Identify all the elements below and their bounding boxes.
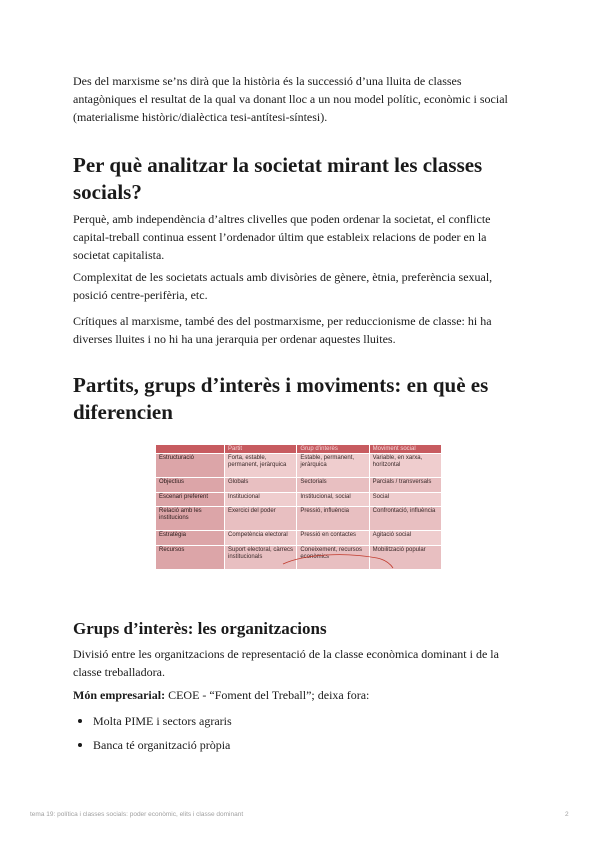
table-row-label: Estratègia — [156, 531, 225, 545]
footer-page-number: 2 — [565, 811, 569, 818]
table-cell: Sectorials — [297, 478, 369, 492]
table-cell: Competència electoral — [225, 531, 297, 545]
business-world-text: CEOE - “Foment del Treball”; deixa fora: — [165, 688, 370, 702]
table-header-cell: Grup d'interès — [297, 445, 369, 454]
table-cell: Pressió en contactes — [297, 531, 369, 545]
paragraph-critiques: Crítiques al marxisme, també des del postmarxisme, per reduccionisme de classe: hi ha diverses lluites i no hi ha una jerarquia per ordenar aquestes lluites. — [73, 314, 492, 346]
intro-paragraph: Des del marxisme se’ns dirà que la història és la successió d’una lluita de classes antagòniques el resultat de la qual va donant lloc a un nou model polític, econòmic i social (materialisme històric/dialèctica tesi-antítesi-síntesi). — [73, 74, 508, 124]
table-header-row — [156, 445, 442, 454]
table-header-cell: Moviment social — [369, 445, 441, 454]
table-cell: Institucional — [225, 492, 297, 506]
paragraph-business-world — [73, 686, 513, 704]
table-cell: Confrontació, influència — [369, 506, 441, 530]
table-cell: Parcials / transversals — [369, 478, 441, 492]
list-item-text: Molta PIME i sectors agraris — [93, 714, 232, 728]
footer-title: tema 19: política i classes socials: poder econòmic, elits i classe dominant — [30, 811, 244, 818]
table-row — [156, 454, 442, 478]
list-item — [73, 736, 232, 754]
table-row-label: Escenari preferent — [156, 492, 225, 506]
section-heading-interest-groups: Grups d’interès: les organitzacions — [73, 619, 327, 638]
table-cell: Agitació social — [369, 531, 441, 545]
table-header-cell — [156, 445, 225, 454]
table-cell: Variable, en xarxa, horitzontal — [369, 454, 441, 478]
table-row-label: Objectius — [156, 478, 225, 492]
list-item — [73, 712, 232, 730]
comparison-table — [155, 444, 442, 570]
table-cell: Institucional, social — [297, 492, 369, 506]
paragraph-division: Divisió entre les organitzacions de representació de la classe econòmica dominant i de la classe treballadora. — [73, 647, 499, 679]
table-cell: Suport electoral, càrrecs institucionals — [225, 545, 297, 569]
table-row — [156, 531, 442, 545]
section-heading-social-classes: Per què analitzar la societat mirant les classes socials? — [73, 153, 483, 204]
bullet-list — [73, 712, 232, 754]
business-world-label: Món empresarial: — [73, 688, 166, 702]
table-cell: Estable, permanent, jeràrquica — [297, 454, 369, 478]
table-cell: Exercici del poder — [225, 506, 297, 530]
table-row-label: Recursos — [156, 545, 225, 569]
table-row — [156, 478, 442, 492]
table-row-label: Relació amb les institucions — [156, 506, 225, 530]
table-row — [156, 506, 442, 530]
table-cell: Globals — [225, 478, 297, 492]
paragraph-complexity: Complexitat de les societats actuals amb divisòries de gènere, ètnia, preferència sexual, posició centre-perifèria, etc. — [73, 270, 493, 302]
table-header-cell: Partit — [225, 445, 297, 454]
table-cell: Forta, estable, permanent, jeràrquica — [225, 454, 297, 478]
comparison-table-figure — [155, 444, 442, 570]
section-heading-parties-groups: Partits, grups d’interès i moviments: en què es diferencien — [73, 373, 489, 424]
table-row — [156, 492, 442, 506]
paragraph-capital-labour: Perquè, amb independència d’altres clivelles que poden ordenar la societat, el conflicte capital-treball continua essent l’ordenador últim que estableix relacions de poder en la societat capitalista. — [73, 212, 491, 262]
table-cell: Coneixement, recursos econòmics — [297, 545, 369, 569]
bullet-icon — [78, 743, 82, 747]
list-item-text: Banca té organització pròpia — [93, 738, 231, 752]
table-row-label: Estructuració — [156, 454, 225, 478]
table-cell: Pressió, influència — [297, 506, 369, 530]
table-row — [156, 545, 442, 569]
bullet-icon — [78, 719, 82, 723]
table-cell: Mobilització popular — [369, 545, 441, 569]
table-cell: Social — [369, 492, 441, 506]
